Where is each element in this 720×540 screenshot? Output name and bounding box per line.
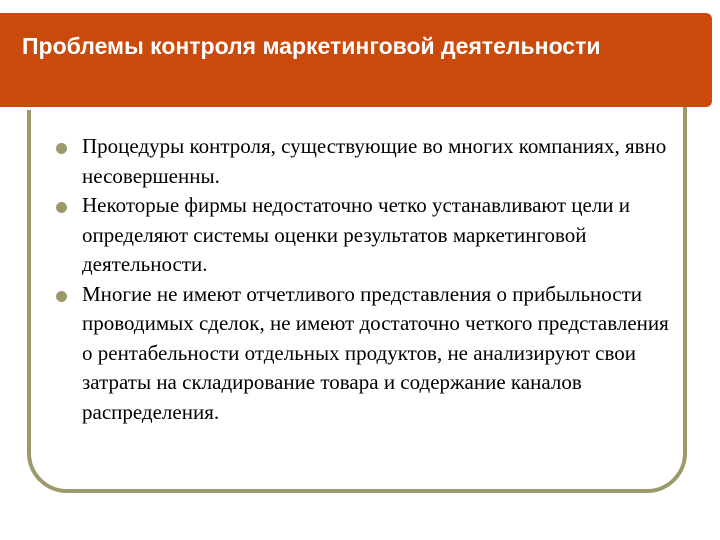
bullet-item xyxy=(56,191,676,280)
bullet-item xyxy=(56,132,676,191)
bullet-text: Многие не имеют отчетливого представления о прибыльности проводимых сделок, не имеют достаточно четкого представления о рентабельности отдельных продуктов, не анализируют свои затраты на складирование товара и содержание каналов распределения. xyxy=(82,281,669,424)
slide-title: Проблемы контроля маркетинговой деятельности xyxy=(22,33,601,59)
bullet-text: Некоторые фирмы недостаточно четко устанавливают цели и определяют системы оценки результатов маркетинговой деятельности. xyxy=(82,193,631,276)
bullet-item xyxy=(56,280,676,428)
title-underline xyxy=(0,107,636,110)
bullet-icon xyxy=(56,202,67,213)
bullet-list xyxy=(56,132,676,427)
bullet-text: Процедуры контроля, существующие во многих компаниях, явно несовершенны. xyxy=(82,134,667,188)
bullet-icon xyxy=(56,291,67,302)
bullet-icon xyxy=(56,143,67,154)
title-bar xyxy=(0,13,712,107)
